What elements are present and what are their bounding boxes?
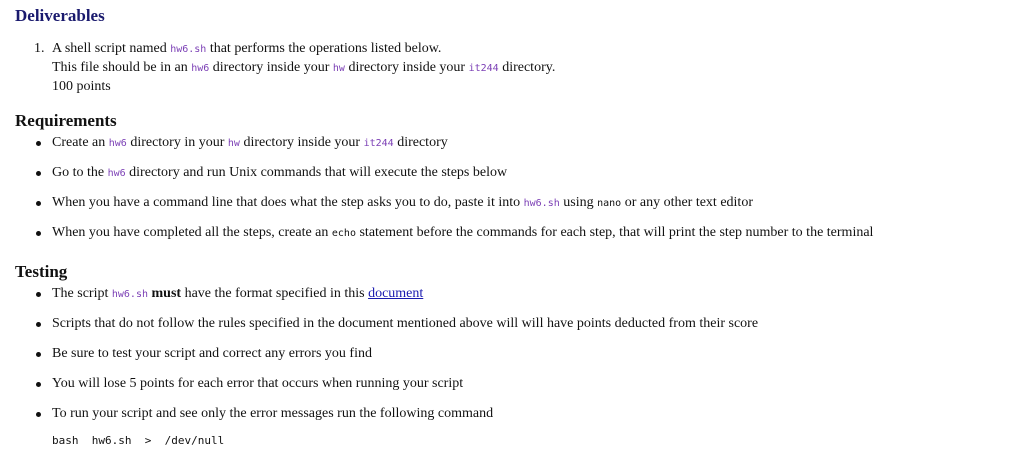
code-filename: hw6.sh bbox=[523, 198, 560, 209]
code-dir-hw: hw bbox=[227, 138, 240, 149]
list-item bbox=[34, 224, 873, 254]
code-dir-it244: it244 bbox=[363, 138, 394, 149]
text: that performs the operations listed below. bbox=[206, 41, 442, 56]
deliverables-list bbox=[34, 40, 555, 96]
code-dir-hw6: hw6 bbox=[108, 138, 127, 149]
list-number: 1. bbox=[34, 41, 45, 56]
deliverable-line-1 bbox=[52, 40, 555, 59]
text: directory bbox=[393, 135, 448, 150]
deliverables-heading: Deliverables bbox=[15, 6, 105, 25]
code-dir-hw6: hw6 bbox=[191, 63, 210, 74]
command-example: bash hw6.sh > /dev/null bbox=[52, 434, 225, 447]
text: or any other text editor bbox=[621, 195, 753, 210]
text: using bbox=[559, 195, 598, 210]
testing-list bbox=[34, 285, 758, 435]
list-item bbox=[34, 285, 758, 315]
text: have the format specified in this bbox=[181, 286, 369, 301]
text: The script bbox=[52, 286, 112, 301]
deliverable-line-2 bbox=[52, 59, 555, 78]
text: directory in your bbox=[126, 135, 228, 150]
code-dir-hw: hw bbox=[332, 63, 345, 74]
list-item bbox=[34, 164, 873, 194]
list-item bbox=[34, 194, 873, 224]
requirements-list bbox=[34, 134, 873, 254]
code-filename: hw6.sh bbox=[170, 44, 207, 55]
list-item bbox=[34, 134, 873, 164]
text: directory inside your bbox=[209, 60, 333, 75]
testing-heading: Testing bbox=[15, 262, 68, 281]
requirements-heading: Requirements bbox=[15, 111, 117, 130]
text: directory and run Unix commands that will execute the steps below bbox=[125, 165, 508, 180]
text: When you have completed all the steps, create an bbox=[52, 225, 332, 240]
text: statement before the commands for each step, that will print the step number to the terminal bbox=[355, 225, 874, 240]
code-dir-hw6: hw6 bbox=[107, 168, 126, 179]
text: directory inside your bbox=[239, 135, 364, 150]
emphasis-must: must bbox=[151, 286, 182, 301]
code-dir-it244: it244 bbox=[468, 63, 499, 74]
list-item: Scripts that do not follow the rules specified in the document mentioned above will will have points deducted from their score bbox=[34, 315, 758, 345]
text: Create an bbox=[52, 135, 109, 150]
text: When you have a command line that does what the step asks you to do, paste it into bbox=[52, 195, 524, 210]
list-item: Be sure to test your script and correct any errors you find bbox=[34, 345, 758, 375]
code-nano: nano bbox=[597, 198, 622, 209]
document-link[interactable]: document bbox=[368, 286, 424, 301]
deliverable-points: 100 points bbox=[52, 79, 111, 94]
list-item: You will lose 5 points for each error that occurs when running your script bbox=[34, 375, 758, 405]
text: Go to the bbox=[52, 165, 108, 180]
code-echo: echo bbox=[331, 228, 356, 239]
list-item: To run your script and see only the error messages run the following command bbox=[34, 405, 758, 435]
deliverable-item bbox=[52, 40, 555, 96]
text: This file should be in an bbox=[52, 60, 192, 75]
text: directory inside your bbox=[344, 60, 469, 75]
code-filename: hw6.sh bbox=[111, 289, 148, 300]
text: A shell script named bbox=[52, 41, 171, 56]
text: directory. bbox=[498, 60, 556, 75]
